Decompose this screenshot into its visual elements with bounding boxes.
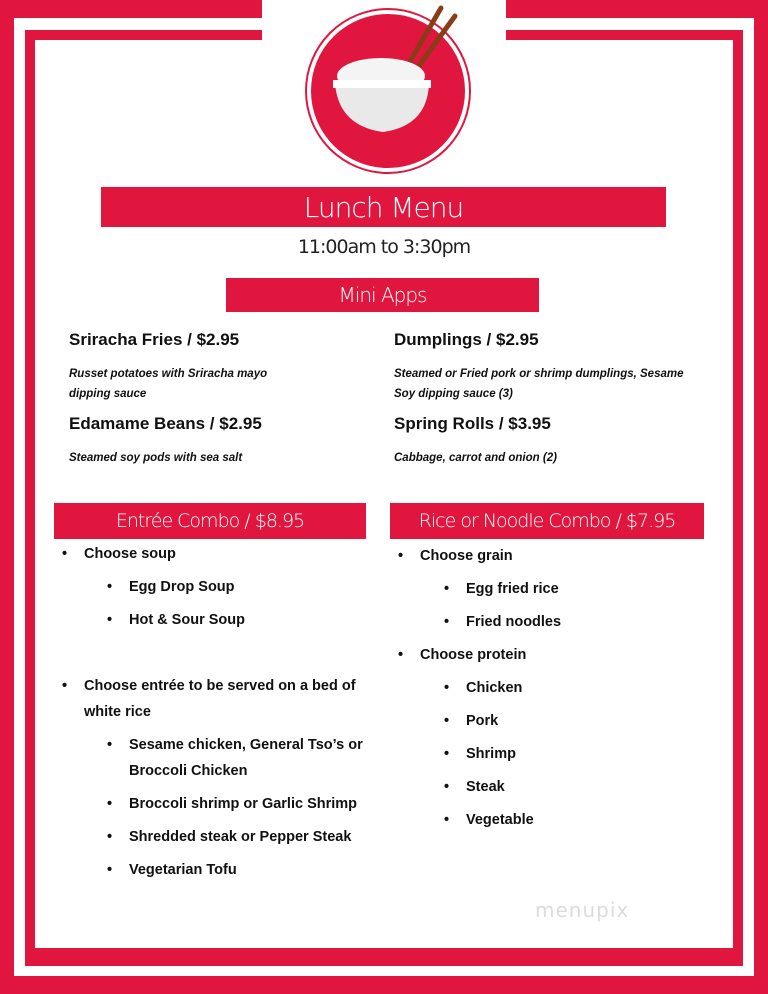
protein-options bbox=[466, 675, 534, 833]
menu-item-name: Sriracha Fries / $2.95 bbox=[69, 330, 240, 349]
list-item: • Hot & Sour Soup bbox=[129, 607, 245, 633]
list-item: • Steak bbox=[466, 774, 534, 800]
list-item: • Chicken bbox=[466, 675, 534, 701]
description-line: Steamed or Fried pork or shrimp dumplings, Sesame bbox=[394, 368, 684, 380]
menu-item-description bbox=[69, 364, 267, 404]
list-item: • Vegetable bbox=[466, 807, 534, 833]
soup-options bbox=[129, 574, 245, 633]
menu-item-description bbox=[69, 448, 242, 468]
list-item bbox=[129, 732, 363, 784]
list-item-line: • Sesame chicken, General Tso’s or bbox=[129, 737, 363, 753]
list-item: • Broccoli shrimp or Garlic Shrimp bbox=[129, 791, 363, 817]
menu-item-name: Edamame Beans / $2.95 bbox=[69, 414, 262, 433]
list-item bbox=[84, 673, 356, 725]
list-item-line: • Choose entrée to be served on a bed of bbox=[84, 678, 356, 694]
list-item: • Fried noodles bbox=[466, 609, 561, 635]
list-item: • Choose protein bbox=[420, 642, 526, 668]
list-item: • Shredded steak or Pepper Steak bbox=[129, 824, 363, 850]
menu-item-name: Dumplings / $2.95 bbox=[394, 330, 539, 349]
grain-options bbox=[466, 576, 561, 635]
rice-bowl-with-chopsticks-icon bbox=[311, 14, 465, 168]
logo bbox=[307, 10, 469, 172]
description-line: Cabbage, carrot and onion (2) bbox=[394, 452, 557, 464]
description-line: Soy dipping sauce (3) bbox=[394, 388, 513, 400]
entree-combo-heading: Entrée Combo / $8.95 bbox=[54, 503, 366, 539]
list-item: • Shrimp bbox=[466, 741, 534, 767]
entree-soup-list bbox=[84, 541, 176, 567]
list-item: • Egg fried rice bbox=[466, 576, 561, 602]
list-item: • Choose soup bbox=[84, 541, 176, 567]
entree-options bbox=[129, 732, 363, 883]
menu-item-description bbox=[394, 448, 557, 468]
list-item-line: Broccoli Chicken bbox=[129, 763, 248, 779]
list-item: • Egg Drop Soup bbox=[129, 574, 245, 600]
page-title: Lunch Menu bbox=[101, 187, 666, 227]
description-line: Steamed soy pods with sea salt bbox=[69, 452, 243, 464]
menu-item-description bbox=[394, 364, 684, 404]
list-item: • Pork bbox=[466, 708, 534, 734]
mini-apps-heading: Mini Apps bbox=[226, 278, 539, 312]
description-line: dipping sauce bbox=[69, 388, 147, 400]
description-line: Russet potatoes with Sriracha mayo bbox=[69, 368, 268, 380]
protein-heading-list bbox=[420, 642, 526, 668]
entree-heading-list bbox=[84, 673, 356, 725]
grain-heading-list bbox=[420, 543, 513, 569]
list-item: • Vegetarian Tofu bbox=[129, 857, 363, 883]
watermark: menupix bbox=[535, 898, 630, 922]
list-item: • Choose grain bbox=[420, 543, 513, 569]
menu-item-name: Spring Rolls / $3.95 bbox=[394, 414, 551, 433]
rice-noodle-combo-heading: Rice or Noodle Combo / $7.95 bbox=[390, 503, 704, 539]
hours-text: 11:00am to 3:30pm bbox=[297, 236, 471, 258]
list-item-line: white rice bbox=[84, 704, 151, 720]
